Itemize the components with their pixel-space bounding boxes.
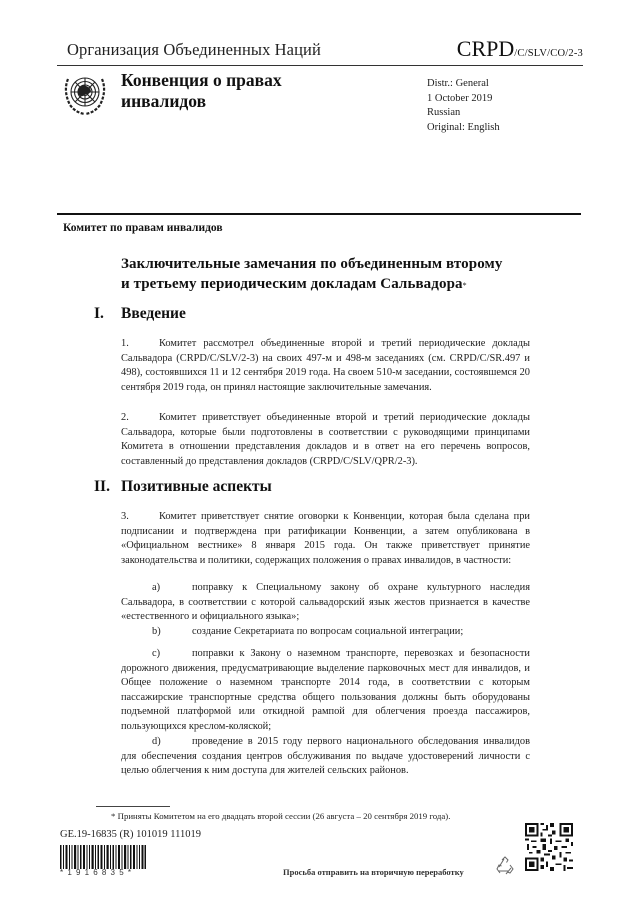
document-language: Russian — [427, 107, 461, 118]
symbol-main: CRPD — [456, 36, 515, 61]
recycle-icon — [495, 856, 515, 878]
subitem-c — [121, 647, 530, 735]
paragraph-text: Комитет приветствует объединенные второй и третий периодические доклады Сальвадора, которые были подготовлены в соответствии с руководящими принципами Комитета в отношении представления докладов и в ответ на его перечень вопросов, составленный до представления докладов (CRPD/C/SLV/QPR/2-3). — [121, 412, 530, 467]
footnote-marker[interactable]: * — [462, 281, 467, 290]
document-title — [121, 254, 502, 294]
subitem-text: поправку к Специальному закону об охране культурного наследия Сальвадора, в соответствии с которой сальвадорский язык жестов признается в качестве «естественного и официального языка»; — [121, 582, 530, 623]
convention-title — [121, 70, 282, 112]
recycle-notice: Просьба отправить на вторичную переработку — [283, 867, 464, 877]
section-number: I. — [94, 305, 104, 322]
un-emblem-icon — [60, 71, 110, 117]
subitem-label: b) — [152, 626, 161, 637]
original-language: Original: English — [427, 121, 500, 133]
paragraph-number: 3. — [121, 511, 129, 522]
footnote-rule — [96, 806, 170, 807]
subitem-label: c) — [152, 648, 161, 659]
convention-title-line2: инвалидов — [121, 91, 207, 111]
subitem-d — [121, 735, 530, 779]
section-title: Позитивные аспекты — [121, 478, 272, 495]
committee-name: Комитет по правам инвалидов — [63, 222, 223, 234]
paragraph-text: Комитет приветствует снятие оговорки к Конвенции, которая была сделана при подписании и подтверждена при ратификации Конвенции, а затем опубликована в «Официальном вестнике» 8 января 2015 года. Он также приветствует принятие законодательства и политики, содержащих положения о правах инвалидов, в частности: — [121, 511, 530, 566]
barcode-icon — [60, 845, 146, 869]
paragraph-2 — [121, 411, 530, 469]
section-divider — [57, 213, 581, 215]
document-symbol — [457, 36, 583, 62]
symbol-suffix: /C/SLV/CO/2-3 — [514, 48, 583, 59]
distribution-status: Distr.: General — [427, 78, 489, 89]
subitem-text: поправки к Закону о наземном транспорте, перевозках и безопасности дорожного движения, предусматривающие выделение парковочных мест для инвалидов, и Общее положение о наземном транспорте 2014 года, в соответствии с которым пассажирские транспортные средства общего пользования должны быть оборудованы подъемной платформой или откидной рампой для облегчения проезда пассажиров, пользующихся креслом-коляской; — [121, 648, 530, 732]
subitem-label: d) — [152, 736, 161, 747]
paragraph-text: Комитет рассмотрел объединенные второй и третий периодические доклады Сальвадора (CRPD/C/SLV/2-3) на своих 497-м и 498-м заседаниях (см. CRPD/C/SR.497 и 498), состоявшихся 11 и 12 сентября 2019 года. На своем 510-м заседании, состоявшемся 20 сентября 2019 года, он принял настоящие заключительные замечания. — [121, 338, 530, 393]
paragraph-3 — [121, 510, 530, 568]
subitem-a — [121, 581, 530, 625]
subitem-b — [121, 625, 530, 640]
convention-title-line1: Конвенция о правах — [121, 70, 282, 90]
paragraph-number: 2. — [121, 412, 129, 423]
header-rule — [57, 65, 583, 66]
organization-name: Организация Объединенных Наций — [67, 40, 321, 59]
paragraph-1 — [121, 337, 530, 395]
title-line2: и третьему периодическим докладам Сальвадора* — [121, 276, 467, 292]
section-heading-positive-aspects — [94, 478, 394, 498]
section-title: Введение — [121, 305, 186, 322]
footnote: * Приняты Комитетом на его двадцать второй сессии (26 августа – 20 сентября 2019 года). — [111, 811, 451, 821]
title-line1: Заключительные замечания по объединенным второму — [121, 256, 503, 272]
paragraph-number: 1. — [121, 338, 129, 349]
subitem-text: проведение в 2015 году первого национального обследования инвалидов для обеспечения создания центров обслуживания по выдаче удостоверений личности с целью облегчения к ним доступа для жителей сельских районов. — [121, 736, 530, 777]
document-date: 1 October 2019 — [427, 92, 493, 104]
distribution-block — [427, 77, 500, 135]
section-heading-introduction — [94, 305, 394, 325]
subitem-text: создание Секретариата по вопросам социальной интеграции; — [192, 626, 464, 637]
barcode-number: *1916835* — [60, 868, 136, 877]
job-number: GE.19-16835 (R) 101019 111019 — [60, 829, 201, 840]
section-number: II. — [94, 478, 110, 495]
qr-code-icon — [525, 823, 573, 871]
subitem-label: a) — [152, 582, 161, 593]
